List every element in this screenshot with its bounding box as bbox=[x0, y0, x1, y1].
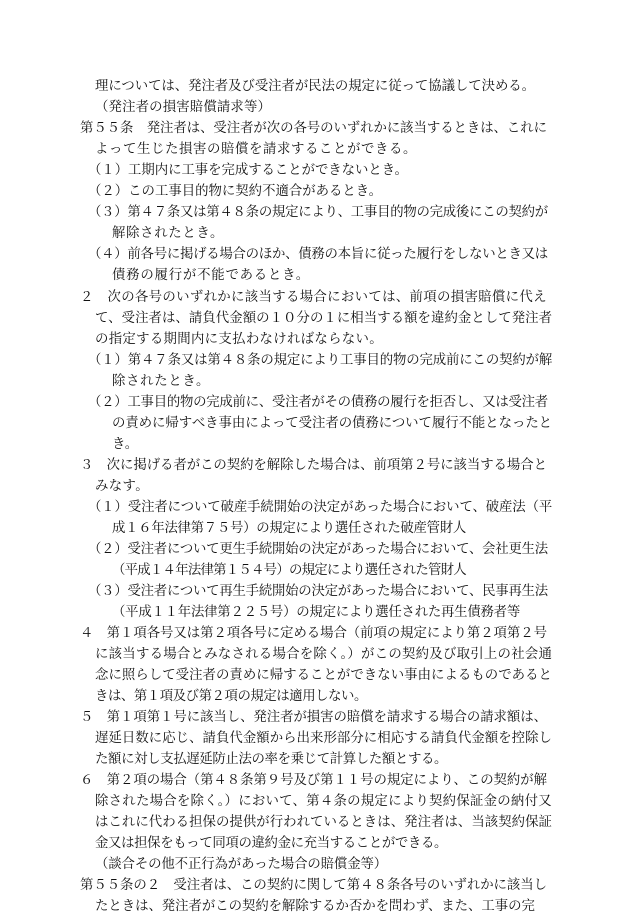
text-line: 金又は担保をもって同項の違約金に充当することができる。 bbox=[95, 836, 448, 851]
text-line: た額に対し支払遅延防止法の率を乗じて計算した額とする。 bbox=[95, 752, 448, 767]
list-item: （２）受注者について更生手続開始の決定があった場合において、会社更生法 bbox=[88, 542, 548, 557]
text-line: の責めに帰すべき事由によって受注者の債務について履行不能となったと bbox=[112, 416, 553, 431]
paragraph-line: ２ 次の各号のいずれかに該当する場合においては、前項の損害賠償に代え bbox=[80, 290, 547, 305]
section-heading: （発注者の損害賠償請求等） bbox=[95, 100, 272, 115]
text-line: 除されたとき。 bbox=[112, 374, 211, 389]
list-item: （１）工期内に工事を完成することができないとき。 bbox=[88, 163, 408, 178]
text-line: （平成１１年法律第２２５号）の規定により選任された再生債務者等 bbox=[112, 605, 520, 620]
list-item: （２）この工事目的物に契約不適合があるとき。 bbox=[88, 184, 383, 199]
text-line: 成１６年法律第７５号）の規定により選任された破産管財人 bbox=[112, 521, 466, 536]
text-line: 債務の履行が不能であるとき。 bbox=[112, 268, 310, 283]
text-line: 遅延日数に応じ、請負代金額から出来形部分に相応する請負代金額を控除し bbox=[95, 731, 552, 746]
text-line: みなす。 bbox=[95, 479, 150, 494]
text-line: 除された場合を除く。）において、第４条の規定により契約保証金の納付又 bbox=[95, 794, 552, 809]
list-item: （１）受注者について破産手続開始の決定があった場合において、破産法（平 bbox=[88, 500, 553, 515]
list-item: （３）受注者について再生手続開始の決定があった場合において、民事再生法 bbox=[88, 584, 548, 599]
text-line: に該当する場合とみなされる場合を除く。）がこの契約及び取引上の社会通 bbox=[95, 647, 553, 662]
section-heading: （談合その他不正行為があった場合の賠償金等） bbox=[95, 857, 388, 872]
text-line: 念に照らして受注者の責めに帰することができない事由によるものであると bbox=[95, 668, 552, 683]
text-line: 理については、発注者及び受注者が民法の規定に従って協議して決める。 bbox=[95, 79, 535, 94]
article-heading: 第５５条 発注者は、受注者が次の各号のいずれかに該当するときは、これに bbox=[80, 121, 547, 136]
text-line: 解除されたとき。 bbox=[112, 226, 225, 241]
text-line: て、受注者は、請負代金額の１０分の１に相当する額を違約金として発注者 bbox=[95, 311, 553, 326]
list-item: （３）第４７条又は第４８条の規定により、工事目的物の完成後にこの契約が bbox=[88, 205, 548, 220]
paragraph-line: ５ 第１項第１号に該当し、発注者が損害の賠償を請求する場合の請求額は、 bbox=[80, 710, 547, 725]
text-line: はこれに代わる担保の提供が行われているときは、発注者は、当該契約保証 bbox=[95, 815, 552, 830]
paragraph-line: ４ 第１項各号又は第２項各号に定める場合（前項の規定により第２項第２号 bbox=[80, 626, 547, 641]
text-line: き。 bbox=[112, 437, 138, 452]
list-item: （２）工事目的物の完成前に、受注者がその債務の履行を拒否し、又は受注者 bbox=[88, 395, 548, 410]
text-line: よって生じた損害の賠償を請求することができる。 bbox=[95, 142, 418, 157]
paragraph-line: ６ 第２項の場合（第４８条第９号及び第１１号の規定により、この契約が解 bbox=[80, 773, 547, 788]
paragraph-line: ３ 次に掲げる者がこの契約を解除した場合は、前項第２号に該当する場合と bbox=[80, 458, 547, 473]
article-heading: 第５５条の２ 受注者は、この契約に関して第４８条各号のいずれかに該当し bbox=[80, 878, 547, 893]
list-item: （４）前各号に掲げる場合のほか、債務の本旨に従った履行をしないとき又は bbox=[88, 247, 548, 262]
text-line: の指定する期間内に支払わなければならない。 bbox=[95, 332, 383, 347]
list-item: （１）第４７条又は第４８条の規定により工事目的物の完成前にこの契約が解 bbox=[88, 353, 553, 368]
text-line: きは、第１項及び第２項の規定は適用しない。 bbox=[95, 689, 367, 704]
text-line: （平成１４年法律第１５４号）の規定により選任された管財人 bbox=[112, 563, 466, 578]
text-line: たときは、発注者がこの契約を解除するか否かを問わず、また、工事の完 bbox=[95, 899, 535, 914]
